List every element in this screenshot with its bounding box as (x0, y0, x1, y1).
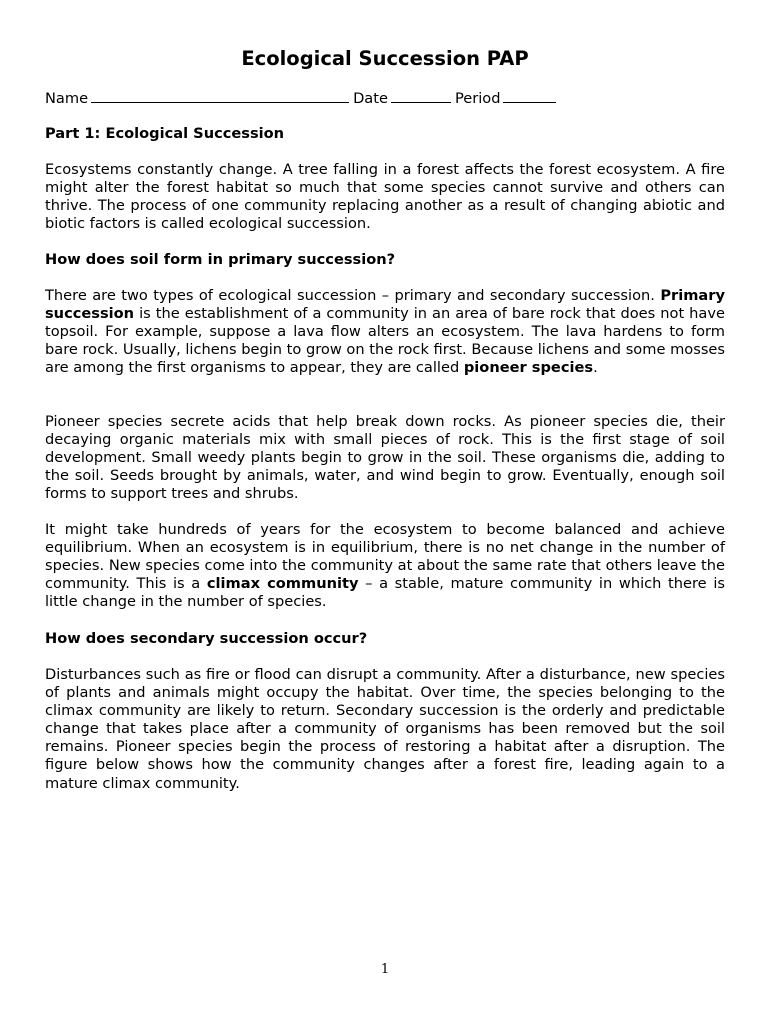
period-label: Period (454, 90, 501, 107)
part1-heading: Part 1: Ecological Succession (45, 125, 285, 142)
page-number: 1 (380, 962, 390, 977)
primary-text-1: There are two types of ecological succession – primary and secondary succession. (45, 287, 661, 304)
pioneer-species-term: pioneer species (463, 359, 594, 377)
student-info-line (45, 89, 556, 108)
name-blank[interactable] (91, 89, 349, 103)
climax-text-2: – a stable, mature community in which there is little change in the number of species. (45, 575, 725, 611)
document-page (45, 0, 725, 1024)
climax-community-paragraph (45, 521, 725, 611)
primary-succession-question: How does soil form in primary succession? (45, 251, 396, 268)
date-blank[interactable] (391, 89, 451, 103)
climax-text-1: It might take hundreds of years for the ecosystem to become balanced and achieve equilibrium. When an ecosystem is in equilibrium, there is no net change in the number of species. New species come into the community at about the same rate that others leave the community. This is a (45, 521, 725, 593)
secondary-succession-paragraph: Disturbances such as fire or flood can disrupt a community. After a disturbance, new species of plants and animals might occupy the habitat. Over time, the species belonging to the climax community are likely to return. Secondary succession is the orderly and predictable change that takes place after a community of organisms has been removed but the soil remains. Pioneer species begin the process of restoring a habitat after a disruption. The figure below shows how the community changes after a forest fire, leading again to a mature climax community. (45, 666, 725, 792)
primary-succession-term: Primary succession (45, 287, 725, 323)
pioneer-species-paragraph: Pioneer species secrete acids that help break down rocks. As pioneer species die, their decaying organic materials mix with small pieces of rock. This is the first stage of soil development. Small weedy plants begin to grow in the soil. These organisms die, adding to the soil. Seeds brought by animals, water, and wind begin to grow. Eventually, enough soil forms to support trees and shrubs. (45, 413, 725, 503)
date-label: Date (353, 90, 388, 107)
name-label: Name (45, 90, 89, 107)
period-blank[interactable] (503, 89, 556, 103)
primary-text-3: . (593, 359, 598, 377)
primary-succession-paragraph (45, 287, 725, 377)
secondary-succession-question: How does secondary succession occur? (45, 630, 368, 647)
page-title: Ecological Succession PAP (241, 47, 529, 70)
climax-community-term: climax community (206, 575, 359, 593)
primary-text-2: is the establishment of a community in an area of bare rock that does not have topsoil. For example, suppose a lava flow alters an ecosystem. The lava hardens to form bare rock. Usually, lichens begin to grow on the rock first. Because lichens and some mosses are among the first organisms to appear, they are called (45, 305, 725, 377)
intro-paragraph: Ecosystems constantly change. A tree falling in a forest affects the forest ecosystem. A fire might alter the forest habitat so much that some species cannot survive and others can thrive. The process of one community replacing another as a result of changing abiotic and biotic factors is called ecological succession. (45, 161, 725, 233)
